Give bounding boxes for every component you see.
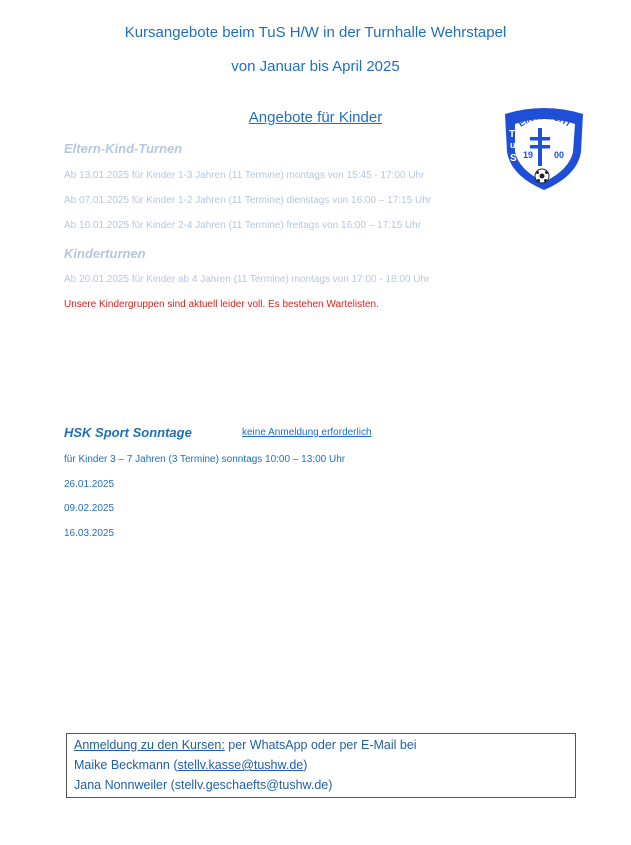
logo-year-left: 19 (523, 150, 534, 160)
logo-year-right: 00 (554, 150, 565, 160)
logo-cross-bar-top (530, 137, 550, 141)
document-subtitle: von Januar bis April 2025 (231, 58, 400, 75)
hsk-date-3: 16.03.2025 (64, 528, 115, 539)
contact-maike-email-link[interactable]: stellv.kasse@tushw.de (177, 758, 304, 772)
logo-letter-t: T (509, 129, 516, 140)
hsk-sport-sonntage-heading: HSK Sport Sonntage (64, 425, 192, 440)
no-registration-link[interactable]: keine Anmeldung erforderlich (242, 427, 372, 438)
waitlist-notice: Unsere Kindergruppen sind aktuell leider voll. Es bestehen Wartelisten. (64, 299, 379, 310)
contact-maike-name: Maike Beckmann ( (74, 758, 178, 772)
registration-line (74, 738, 417, 752)
kids-section-heading: Angebote für Kinder (248, 109, 383, 126)
logo-letter-s: S (510, 153, 517, 164)
registration-box (66, 733, 576, 798)
contact-maike (74, 758, 307, 772)
registration-label: Anmeldung zu den Kursen: (74, 738, 225, 752)
document-title: Kursangebote beim TuS H/W in der Turnhalle Wehrstapel (124, 24, 507, 41)
hsk-description: für Kinder 3 – 7 Jahren (3 Termine) sonntags 10:00 – 13:00 Uhr (64, 454, 346, 465)
contact-maike-close: ) (303, 758, 308, 772)
contact-jana: Jana Nonnweiler (stellv.geschaefts@tushw.de) (74, 778, 333, 792)
logo-letter-u: u (510, 140, 516, 150)
registration-text: per WhatsApp oder per E-Mail bei (224, 738, 417, 752)
eltern-kind-line-1: Ab 13.01.2025 für Kinder 1-3 Jahren (11 Termine) montags von 15:45 - 17:00 Uhr (64, 170, 425, 181)
logo-cross-bar-bottom (530, 145, 550, 149)
kinderturnen-line-1: Ab 20.01.2025 für Kinder ab 4 Jahren (11 Termine) montags von 17:00 - 18:00 Uhr (64, 274, 430, 285)
hsk-date-1: 26.01.2025 (64, 479, 115, 490)
eltern-kind-line-2: Ab 07.01.2025 für Kinder 1-2 Jahren (11 Termine) dienstags von 16:00 – 17:15 Uhr (64, 195, 432, 206)
eltern-kind-line-3: Ab 10.01.2025 für Kinder 2-4 Jahren (11 Termine) freitags von 16:00 – 17:15 Uhr (64, 220, 422, 231)
kinderturnen-heading: Kinderturnen (64, 246, 146, 261)
club-logo (501, 106, 587, 192)
hsk-date-2: 09.02.2025 (64, 503, 115, 514)
logo-arc-text: EINTRACHT (516, 110, 574, 129)
eltern-kind-turnen-heading: Eltern-Kind-Turnen (64, 141, 183, 156)
